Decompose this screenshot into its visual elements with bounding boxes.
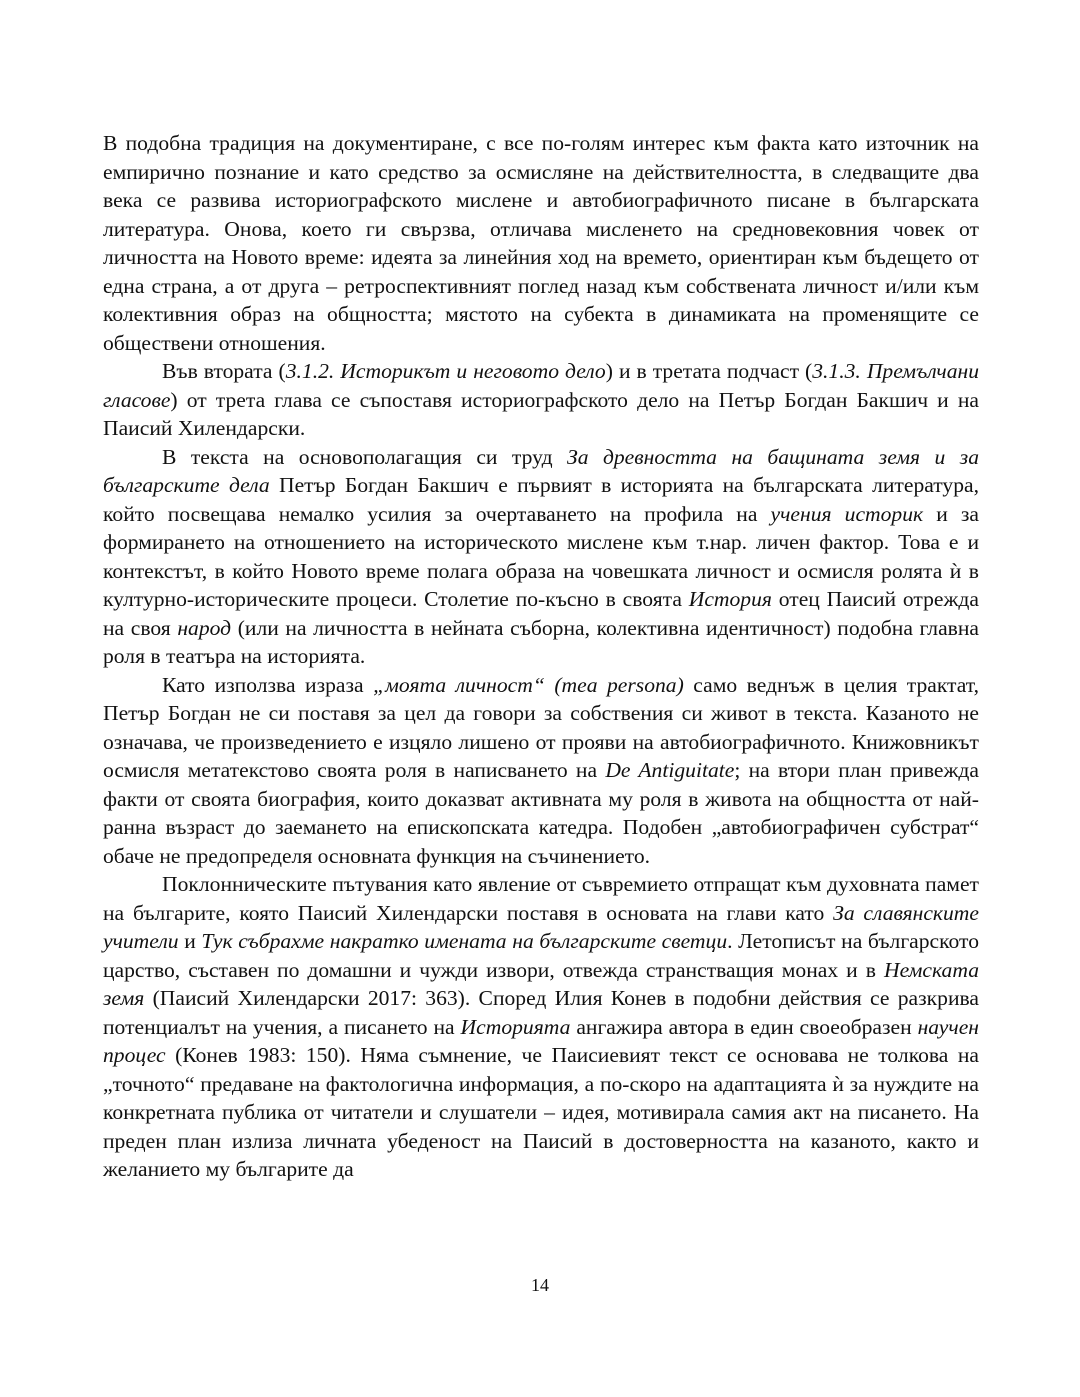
text-segment: В подобна традиция на документиране, с все по-голям интерес към факта като източник на емпирично познание и като средство за осмисляне на действителността, в следващите два века се развива историографското мислене и автобиографичното писане в българската литература. Онова, което ги свързва, отличава мисленето на средновековния човек от личността на Новото време: идеята за линейния ход на времето, ориентиран към бъдещето от една страна, а от друга – ретроспективният поглед назад към собствената личност и/или към колективния образ на общността; мястото на субекта в динамиката на променящите се обществени отношения. [103, 131, 979, 355]
italic-text: За славянските учители [103, 900, 979, 953]
italic-text: De Antiguitate [605, 758, 735, 782]
italic-text: Немската земя [103, 957, 979, 1010]
italic-text: 3.1.2. Историкът и неговото дело [285, 359, 606, 383]
text-segment: Петър Богдан Бакшич е първият в историята на българската литература, който посвещава немалко усилия за очертаването на профила на [103, 473, 980, 526]
paragraph [103, 671, 979, 871]
text-segment: (Паисий Хилендарски 2017: 363). Според Илия Конев в подобни действия се разкрива потенциалът на учения, а писането на [103, 986, 979, 1039]
paragraph [103, 443, 979, 671]
page-number: 14 [531, 1275, 549, 1295]
paragraph [103, 870, 979, 1184]
text-segment: В текста на основополагащия си труд [162, 444, 568, 469]
text-segment: и [178, 929, 202, 953]
italic-text: народ [177, 615, 232, 640]
text-segment: Поклонническите пътувания като явление от съвремието отпращат към духовната памет на българите, която Паисий Хилендарски поставя в основата на глави като [103, 872, 979, 925]
text-segment: ) и в третата подчаст ( [605, 359, 813, 383]
italic-text: Историята [460, 1014, 571, 1039]
text-segment: и за формирането на отношението на историческото мислене към т.нар. личен фактор. Това е и контекстът, в който Новото време полага образа на човешката личност и осмисля ролята ѝ в културно-историческите процеси. Столетие по-късно в своята [103, 501, 979, 611]
text-segment: отец Паисий отрежда на своя [103, 587, 979, 640]
text-segment: . Летописът на българското царство, съставен по домашни и чужди извори, отвежда странстващия монах и в [103, 929, 979, 982]
italic-text: учения историк [770, 501, 924, 526]
text-segment: ) от трета глава се съпоставя историографското дело на Петър Богдан Бакшич и на Паисий Хилендарски. [103, 387, 979, 440]
italic-text: научен процес [103, 1014, 979, 1067]
text-segment: (Конев 1983: 150). Няма съмнение, че Паисиевият текст се основава не толкова на „точното“ предаване на фактологична информация, а по-скоро на адаптацията ѝ за нуждите на конкретната публика от читатели и слушатели – идея, мотивирала самия акт на писането. На преден план излиза личната убеденост на Паисий в достоверността на казаното, както и желанието му българите да [103, 1043, 979, 1181]
paragraph [103, 357, 979, 443]
document-body [103, 129, 979, 1184]
text-segment: ангажира автора в един своеобразен [570, 1014, 918, 1039]
paragraph [103, 129, 979, 357]
text-segment: (или на личността в нейната съборна, колективна идентичност) подобна главна роля в театъра на историята. [103, 615, 979, 668]
text-segment: Като използва израза [162, 672, 374, 697]
text-segment: само веднъж в целия трактат, Петър Богдан не си поставя за цел да говори за собствения си живот в текста. Казаното не означава, че произведението е изцяло лишено от прояви на автобиографичното. Книжовникът осмисля метатекстово своята роля в написването на [103, 672, 979, 782]
text-segment: Във втората ( [162, 359, 286, 383]
italic-text: Тук събрахме накратко имената на българските светци [201, 929, 728, 953]
italic-text: 3.1.3. Премълчани гласове [103, 359, 980, 412]
italic-text: „моята личност“ (mea persona) [373, 672, 684, 697]
italic-text: История [688, 587, 772, 611]
italic-text: За древността на бащината земя и за българските дела [103, 444, 980, 497]
text-segment: ; на втори план привежда факти от своята биография, които доказват активната му роля в живота на общността от най-ранна възраст до заемането на епископската катедра. Подобен „автобиографичен субстрат“ обаче не предопределя основната функция на съчинението. [103, 758, 979, 868]
